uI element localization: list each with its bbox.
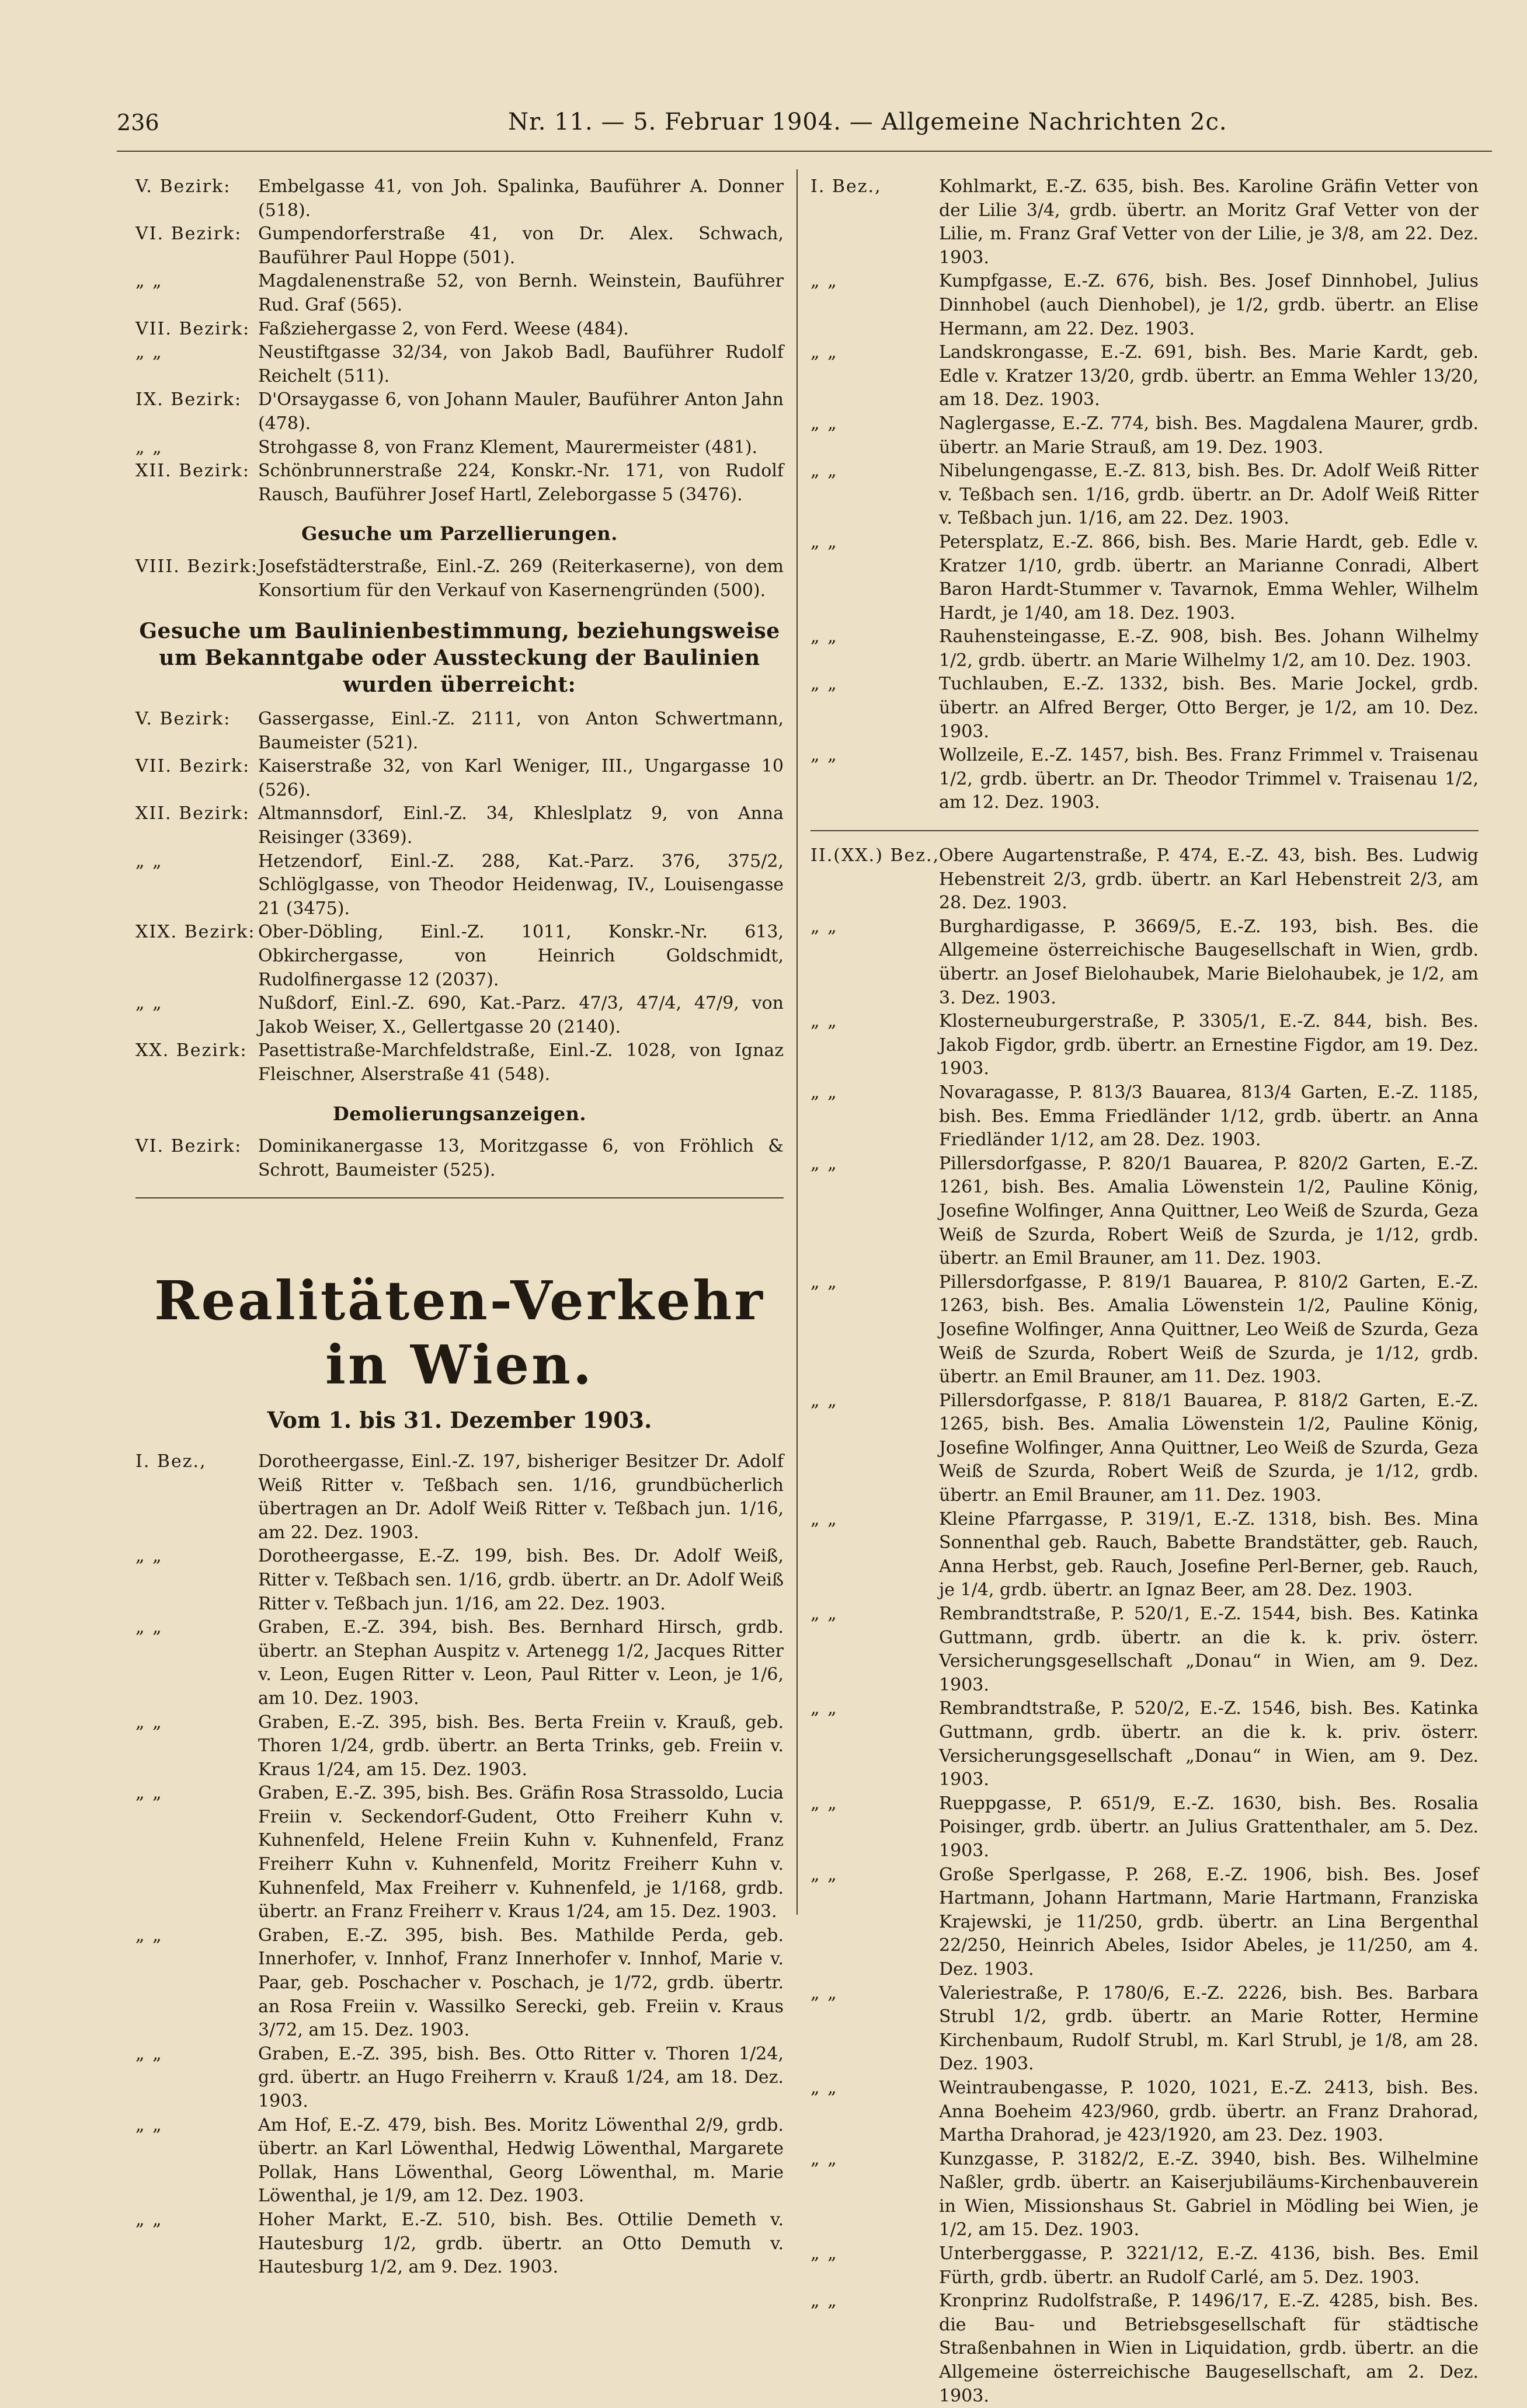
entry-district-label: „ „ <box>811 2148 838 2169</box>
entry-text: Josefstädterstraße, Einl.-Z. 269 (Reiterkaserne), von dem Konsortium für den Verkauf von Kasernengründen (500). <box>258 556 784 601</box>
entry-text: Graben, E.-Z. 395, bish. Bes. Gräfin Rosa Strassoldo, Lucia Freiin v. Seckendorf-Gudent, Otto Freiherr Kuhn v. Kuhnenfeld, Helene Freiin Kuhn v. Kuhnenfeld, Franz Freiherr Kuhn v. Kuhnenfeld, Moritz Freiherr Kuhn v. Kuhnenfeld, Max Freiherr v. Kuhnenfeld, je 1/168, grdb. übertr. an Franz Freiherr v. Kraus 1/24, am 15. Dez. 1903. <box>258 1783 784 1922</box>
entry-district-label: XIX. Bezirk: <box>135 922 256 943</box>
entry-text: Petersplatz, E.-Z. 866, bish. Bes. Marie Hardt, geb. Edle v. Kratzer 1/10, grdb. übertr. an Marianne Conradi, Albert Baron Hardt-Stummer v. Tavarnok, Emma Wehler, Wilhelm Hardt, je 1/40, am 18. Dez. 1903. <box>939 531 1479 623</box>
list-item <box>811 341 1479 412</box>
entry-text: Neustiftgasse 32/34, von Jakob Badl, Bauführer Rudolf Reichelt (511). <box>258 342 784 386</box>
header-rule <box>117 151 1492 152</box>
list-item <box>811 2242 1479 2289</box>
entry-district-label: VI. Bezirk: <box>135 224 242 245</box>
list-item <box>811 1010 1479 1081</box>
entry-district-label: „ „ <box>811 1082 838 1103</box>
list-item <box>811 1389 1479 1508</box>
district-rule <box>811 830 1479 831</box>
entry-text: Novaragasse, P. 813/3 Bauarea, 813/4 Garten, E.-Z. 1185, bish. Bes. Emma Friedländer 1/12, grdb. übertr. an Anna Friedländer 1/12, am 28. Dez. 1903. <box>939 1082 1479 1151</box>
list-item <box>135 2114 784 2208</box>
entry-text: Schönbrunnerstraße 224, Konskr.-Nr. 171, von Rudolf Rausch, Bauführer Josef Hartl, Zeleborgasse 5 (3476). <box>258 461 784 505</box>
entry-text: Magdalenenstraße 52, von Bernh. Weinstein, Bauführer Rud. Graf (565). <box>258 271 784 315</box>
entry-district-label: „ „ <box>135 271 163 292</box>
entry-district-label: VII. Bezirk: <box>135 318 251 339</box>
list-item <box>135 708 784 755</box>
list-item <box>811 1982 1479 2076</box>
entry-district-label: „ „ <box>811 2077 838 2098</box>
list-item <box>135 2208 784 2280</box>
list-item <box>135 1782 784 1924</box>
list-item <box>135 850 784 921</box>
realitaeten-subtitle: Vom 1. bis 31. Dezember 1903. <box>267 1407 652 1434</box>
entry-district-label: „ „ <box>811 342 838 363</box>
entry-text: Gassergasse, Einl.-Z. 2111, von Anton Schwertmann, Baumeister (521). <box>258 709 784 753</box>
entry-text: Am Hof, E.-Z. 479, bish. Bes. Moritz Löwenthal 2/9, grdb. übertr. an Karl Löwenthal, Hedwig Löwenthal, Margarete Pollak, Hans Löwenthal, Georg Löwenthal, m. Marie Löwenthal, je 1/9, am 12. Dez. 1903. <box>258 2114 784 2207</box>
entry-text: Nußdorf, Einl.-Z. 690, Kat.-Parz. 47/3, 47/4, 47/9, von Jakob Weiser, X., Gellertgasse 20 (2140). <box>258 993 784 1037</box>
list-item <box>811 1792 1479 1863</box>
entry-district-label: „ „ <box>135 851 163 872</box>
list-item <box>135 436 784 460</box>
entry-text: Hoher Markt, E.-Z. 510, bish. Bes. Ottilie Demeth v. Hautesburg 1/2, grdb. übertr. an Otto Demuth v. Hautesburg 1/2, am 9. Dez. 1903. <box>258 2209 784 2278</box>
entry-district-label: „ „ <box>135 1617 163 1638</box>
list-item <box>135 1545 784 1616</box>
list-item <box>811 1863 1479 1982</box>
baulinien-list <box>135 708 784 1087</box>
entry-district-label: II.(XX.) Bez., <box>811 845 940 866</box>
entry-district-label: „ „ <box>811 1698 838 1719</box>
heading-parzellierungen: Gesuche um Parzellierungen. <box>301 522 618 545</box>
list-item <box>811 1602 1479 1697</box>
list-item <box>135 921 784 992</box>
list-item <box>811 844 1479 915</box>
entry-text: Strohgasse 8, von Franz Klement, Maurermeister (481). <box>258 437 758 458</box>
entry-district-label: V. Bezirk: <box>135 176 231 197</box>
entry-text: Unterberggasse, P. 3221/12, E.-Z. 4136, bish. Bes. Emil Fürth, grdb. übertr. an Rudolf Carlé, am 5. Dez. 1903. <box>939 2243 1479 2288</box>
entry-text: Landskrongasse, E.-Z. 691, bish. Bes. Marie Kardt, geb. Edle v. Kratzer 13/20, grdb. übertr. an Emma Wehler 13/20, am 18. Dez. 1903. <box>939 342 1479 410</box>
entry-district-label: „ „ <box>135 342 163 363</box>
real-estate-list-district-i <box>811 175 1479 815</box>
list-item <box>135 1039 784 1086</box>
list-item <box>135 270 784 317</box>
realitaeten-title: Realitäten-Verkehr in Wien. <box>154 1269 765 1397</box>
entry-district-label: XX. Bezirk: <box>135 1040 248 1061</box>
list-item <box>811 412 1479 459</box>
entry-district-label: „ „ <box>811 2291 838 2312</box>
entry-district-label: „ „ <box>811 1390 838 1411</box>
entry-district-label: IX. Bezirk: <box>135 389 242 410</box>
list-item <box>135 2043 784 2114</box>
entry-district-label: „ „ <box>811 674 838 695</box>
entry-district-label: „ „ <box>811 626 838 647</box>
entry-text: Faßziehergasse 2, von Ferd. Weese (484). <box>258 318 629 339</box>
entry-district-label: VI. Bezirk: <box>135 1136 242 1157</box>
list-item <box>135 755 784 802</box>
entry-district-label: „ „ <box>811 531 838 552</box>
list-item <box>135 1711 784 1782</box>
entry-text: Pasettistraße-Marchfeldstraße, Einl.-Z. 1028, von Ignaz Fleischner, Alserstraße 41 (548). <box>258 1040 784 1085</box>
entry-district-label: „ „ <box>811 1153 838 1174</box>
entry-text: Hetzendorf, Einl.-Z. 288, Kat.-Parz. 376, 375/2, Schlöglgasse, von Theodor Heidenwag, IV., Louisengasse 21 (3475). <box>258 851 784 919</box>
entry-district-label: V. Bezirk: <box>135 709 231 730</box>
entry-text: Große Sperlgasse, P. 268, E.-Z. 1906, bish. Bes. Josef Hartmann, Johann Hartmann, Marie Hartmann, Franziska Krajewski, je 11/250, grdb. übertr. an Lina Bergenthal 22/250, Heinrich Abeles, Isidor Abeles, je 11/250, am 4. Dez. 1903. <box>939 1864 1479 1980</box>
list-item <box>811 175 1479 270</box>
real-estate-list-left <box>135 1450 784 2280</box>
list-item <box>135 1135 784 1182</box>
column-divider <box>796 169 798 1915</box>
entry-district-label: „ „ <box>135 437 163 458</box>
entry-text: Embelgasse 41, von Joh. Spalinka, Bauführer A. Donner (518). <box>258 176 784 221</box>
entry-text: Wollzeile, E.-Z. 1457, bish. Bes. Franz Frimmel v. Traisenau 1/2, grdb. übertr. an Dr. Theodor Trimmel v. Traisenau 1/2, am 12. Dez. 1903. <box>939 745 1479 813</box>
entry-district-label: VII. Bezirk: <box>135 756 251 777</box>
entry-text: Klosterneuburgerstraße, P. 3305/1, E.-Z. 844, bish. Bes. Jakob Figdor, grdb. übertr. an Ernestine Figdor, am 19. Dez. 1903. <box>939 1011 1479 1079</box>
list-item <box>811 672 1479 744</box>
entry-district-label: „ „ <box>811 1604 838 1625</box>
entry-text: Dominikanergasse 13, Moritzgasse 6, von Fröhlich & Schrott, Baumeister (525). <box>258 1136 784 1180</box>
heading-demolierung: Demolierungsanzeigen. <box>332 1102 587 1125</box>
entry-text: Pillersdorfgasse, P. 818/1 Bauarea, P. 818/2 Garten, E.-Z. 1265, bish. Bes. Amalia Löwenstein 1/2, Pauline König, Josefine Wolfinger, Anna Quittner, Leo Weiß de Szurda, Geza Weiß de Szurda, Robert Weiß de Szurda, je 1/12, grdb. übertr. an Emil Brauner, am 11. Dez. 1903. <box>939 1390 1479 1506</box>
list-item <box>135 1616 784 1710</box>
entry-district-label: „ „ <box>811 1864 838 1885</box>
entry-district-label: XII. Bezirk: <box>135 461 250 482</box>
entry-district-label: VIII. Bezirk: <box>135 556 259 577</box>
right-column <box>811 175 1479 2408</box>
entry-text: Graben, E.-Z. 395, bish. Bes. Otto Ritter v. Thoren 1/24, grd. übertr. an Hugo Freiherrn v. Krauß 1/24, am 18. Dez. 1903. <box>258 2043 784 2111</box>
list-item <box>811 531 1479 625</box>
entry-text: Dorotheergasse, Einl.-Z. 197, bisheriger Besitzer Dr. Adolf Weiß Ritter v. Teßbach sen. 1/16, grundbücherlich übertragen an Dr. Adolf Weiß Ritter v. Teßbach jun. 1/16, am 22. Dez. 1903. <box>258 1451 784 1543</box>
entry-text: Kronprinz Rudolfstraße, P. 1496/17, E.-Z. 4285, bish. Bes. die Bau- und Betriebsgesellschaft für städtische Straßenbahnen in Wien in Liquidation, grdb. übertr. an die Allgemeine österreichische Baugesellschaft, am 2. Dez. 1903. <box>939 2291 1479 2406</box>
entry-text: Graben, E.-Z. 394, bish. Bes. Bernhard Hirsch, grdb. übertr. an Stephan Auspitz v. Artenegg 1/2, Jacques Ritter v. Leon, Eugen Ritter v. Leon, Paul Ritter v. Leon, je 1/6, am 10. Dez. 1903. <box>258 1617 784 1709</box>
list-item <box>811 2148 1479 2242</box>
entry-text: Kaiserstraße 32, von Karl Weniger, III., Ungargasse 10 (526). <box>258 756 784 800</box>
list-item <box>811 2076 1479 2148</box>
entry-text: Rembrandtstraße, P. 520/1, E.-Z. 1544, bish. Bes. Katinka Guttmann, grdb. übertr. an die k. k. priv. österr. Versicherungsgesellschaft „Donau“ in Wien, am 9. Dez. 1903. <box>939 1604 1479 1695</box>
entry-text: Nibelungengasse, E.-Z. 813, bish. Bes. Dr. Adolf Weiß Ritter v. Teßbach sen. 1/16, grdb. übertr. an Dr. Adolf Weiß Ritter v. Teßbach jun. 1/16, am 22. Dez. 1903. <box>939 461 1479 529</box>
entry-district-label: „ „ <box>135 1712 163 1733</box>
entry-text: Burghardigasse, P. 3669/5, E.-Z. 193, bish. Bes. die Allgemeine österreichische Baugesellschaft in Wien, grdb. übertr. an Josef Bielohaubek, Marie Bielohaubek, je 1/2, am 3. Dez. 1903. <box>939 916 1479 1008</box>
list-item <box>135 341 784 388</box>
entry-text: Graben, E.-Z. 395, bish. Bes. Berta Freiin v. Krauß, geb. Thoren 1/24, grdb. übertr. an Berta Trinks, geb. Freiin v. Kraus 1/24, am 15. Dez. 1903. <box>258 1712 784 1780</box>
parzellierung-list <box>135 555 784 602</box>
entry-text: Gumpendorferstraße 41, von Dr. Alex. Schwach, Bauführer Paul Hoppe (501). <box>258 224 784 268</box>
list-item <box>811 744 1479 815</box>
entry-district-label: „ „ <box>135 2209 163 2230</box>
list-item <box>811 1697 1479 1792</box>
list-item <box>811 2289 1479 2408</box>
list-item <box>135 802 784 849</box>
list-item <box>811 459 1479 531</box>
entry-district-label: „ „ <box>811 461 838 482</box>
list-item <box>811 270 1479 341</box>
list-item <box>135 555 784 602</box>
list-item <box>135 459 784 507</box>
entry-district-label: „ „ <box>811 745 838 766</box>
entry-text: Valeriestraße, P. 1780/6, E.-Z. 2226, bish. Bes. Barbara Strubl 1/2, grdb. übertr. an Marie Rotter, Hermine Kirchenbaum, Rudolf Strubl, m. Karl Strubl, je 1/8, am 28. Dez. 1903. <box>939 1982 1479 2075</box>
entry-district-label: „ „ <box>135 1783 163 1804</box>
entry-text: Kumpfgasse, E.-Z. 676, bish. Bes. Josef Dinnhobel, Julius Dinnhobel (auch Dienhobel), je 1/2, grdb. übertr. an Elise Hermann, am 22. Dez. 1903. <box>939 271 1479 339</box>
entry-text: Kleine Pfarrgasse, P. 319/1, E.-Z. 1318, bish. Bes. Mina Sonnenthal geb. Rauch, Babette Brandstätter, geb. Rauch, Anna Herbst, geb. Rauch, Josefine Perl-Berner, geb. Rauch, je 1/4, grdb. übertr. an Ignaz Beer, am 28. Dez. 1903. <box>939 1508 1479 1601</box>
entry-district-label: XII. Bezirk: <box>135 803 250 824</box>
list-item <box>811 1081 1479 1152</box>
entry-text: Weintraubengasse, P. 1020, 1021, E.-Z. 2413, bish. Bes. Anna Boeheim 423/960, grdb. übertr. an Franz Drahorad, Martha Drahorad, je 423/1920, am 23. Dez. 1903. <box>939 2077 1479 2146</box>
entry-district-label: „ „ <box>811 413 838 434</box>
entry-text: Kunzgasse, P. 3182/2, E.-Z. 3940, bish. Bes. Wilhelmine Naßler, grdb. übertr. an Kaiserjubiläums-Kirchenbauverein in Wien, Missionshaus St. Gabriel in Mödling bei Wien, je 1/2, am 15. Dez. 1903. <box>939 2148 1479 2240</box>
entry-text: Rueppgasse, P. 651/9, E.-Z. 1630, bish. Bes. Rosalia Poisinger, grdb. übertr. an Julius Grattenthaler, am 5. Dez. 1903. <box>939 1793 1479 1861</box>
entry-district-label: „ „ <box>135 1925 163 1946</box>
entry-district-label: „ „ <box>811 1982 838 2003</box>
entry-district-label: „ „ <box>811 916 838 937</box>
entry-text: Graben, E.-Z. 395, bish. Bes. Mathilde Perda, geb. Innerhofer, v. Innhof, Franz Innerhofer v. Innhof, Marie v. Paar, geb. Poschacher v. Poschach, je 1/72, grdb. übertr. an Rosa Freiin v. Wassilko Serecki, geb. Freiin v. Kraus 3/72, am 15. Dez. 1903. <box>258 1925 784 2041</box>
demolierung-list <box>135 1135 784 1182</box>
entry-district-label: „ „ <box>811 1011 838 1032</box>
entry-district-label: I. Bez., <box>811 176 882 197</box>
list-item <box>811 625 1479 672</box>
page-header <box>117 104 1492 145</box>
entry-text: D'Orsaygasse 6, von Johann Mauler, Bauführer Anton Jahn (478). <box>258 389 784 434</box>
building-permit-list <box>135 175 784 507</box>
entry-district-label: „ „ <box>811 1508 838 1529</box>
entry-text: Altmannsdorf, Einl.-Z. 34, Khleslplatz 9, von Anna Reisinger (3369). <box>258 803 784 848</box>
list-item <box>135 992 784 1039</box>
list-item <box>135 222 784 270</box>
running-head: Nr. 11. — 5. Februar 1904. — Allgemeine Nachrichten 2c. <box>508 109 1227 135</box>
entry-text: Naglergasse, E.-Z. 774, bish. Bes. Magdalena Maurer, grdb. übertr. an Marie Strauß, am 19. Dez. 1903. <box>939 413 1479 458</box>
heading-baulinien: Gesuche um Baulinienbestimmung, beziehungsweise um Bekanntgabe oder Aussteckung der Baulinien wurden überreicht: <box>139 619 780 698</box>
entry-district-label: „ „ <box>811 271 838 292</box>
list-item <box>811 1508 1479 1602</box>
entry-text: Tuchlauben, E.-Z. 1332, bish. Bes. Marie Jockel, grdb. übertr. an Alfred Berger, Otto Berger, je 1/2, am 10. Dez. 1903. <box>939 674 1479 742</box>
entry-text: Kohlmarkt, E.-Z. 635, bish. Bes. Karoline Gräfin Vetter von der Lilie 3/4, grdb. übertr. an Moritz Graf Vetter von der Lilie, m. Franz Graf Vetter von der Lilie, je 3/8, am 22. Dez. 1903. <box>939 176 1479 268</box>
list-item <box>811 1152 1479 1271</box>
list-item <box>135 175 784 222</box>
entry-text: Rembrandtstraße, P. 520/2, E.-Z. 1546, bish. Bes. Katinka Guttmann, grdb. übertr. an die k. k. priv. österr. Versicherungsgesellschaft „Donau“ in Wien, am 9. Dez. 1903. <box>939 1698 1479 1790</box>
list-item <box>135 1924 784 2043</box>
entry-text: Rauhensteingasse, E.-Z. 908, bish. Bes. Johann Wilhelmy 1/2, grdb. übertr. an Marie Wilhelmy 1/2, am 10. Dez. 1903. <box>939 626 1479 671</box>
entry-district-label: „ „ <box>135 1546 163 1567</box>
entry-text: Dorotheergasse, E.-Z. 199, bish. Bes. Dr. Adolf Weiß, Ritter v. Teßbach sen. 1/16, grdb. übertr. an Dr. Adolf Weiß Ritter v. Teßbach jun. 1/16, am 22. Dez. 1903. <box>258 1546 784 1614</box>
list-item <box>811 915 1479 1010</box>
page-number: 236 <box>117 110 159 135</box>
list-item <box>811 1271 1479 1389</box>
list-item <box>135 1450 784 1545</box>
entry-district-label: „ „ <box>811 1271 838 1292</box>
list-item <box>135 318 784 341</box>
entry-text: Pillersdorfgasse, P. 819/1 Bauarea, P. 810/2 Garten, E.-Z. 1263, bish. Bes. Amalia Löwenstein 1/2, Pauline König, Josefine Wolfinger, Anna Quittner, Leo Weiß de Szurda, Geza Weiß de Szurda, Robert Weiß de Szurda, je 1/12, grdb. übertr. an Emil Brauner, am 11. Dez. 1903. <box>939 1271 1479 1388</box>
entry-district-label: „ „ <box>135 993 163 1014</box>
entry-district-label: „ „ <box>811 2243 838 2264</box>
entry-district-label: „ „ <box>135 2043 163 2064</box>
entry-text: Ober-Döbling, Einl.-Z. 1011, Konskr.-Nr. 613, Obkirchergasse, von Heinrich Goldschmidt, Rudolfinergasse 12 (2037). <box>258 922 784 990</box>
entry-district-label: „ „ <box>135 2114 163 2135</box>
entry-text: Obere Augartenstraße, P. 474, E.-Z. 43, bish. Bes. Ludwig Hebenstreit 2/3, grdb. übertr. an Karl Hebenstreit 2/3, am 28. Dez. 1903. <box>939 845 1479 914</box>
entry-text: Pillersdorfgasse, P. 820/1 Bauarea, P. 820/2 Garten, E.-Z. 1261, bish. Bes. Amalia Löwenstein 1/2, Pauline König, Josefine Wolfinger, Anna Quittner, Leo Weiß de Szurda, Geza Weiß de Szurda, Robert Weiß de Szurda, je 1/12, grdb. übertr. an Emil Brauner, am 11. Dez. 1903. <box>939 1153 1479 1269</box>
left-column <box>135 175 784 2280</box>
section-rule <box>135 1197 784 1198</box>
real-estate-list-district-ii <box>811 844 1479 2408</box>
list-item <box>135 388 784 435</box>
entry-district-label: „ „ <box>811 1793 838 1814</box>
entry-district-label: I. Bez., <box>135 1451 207 1472</box>
